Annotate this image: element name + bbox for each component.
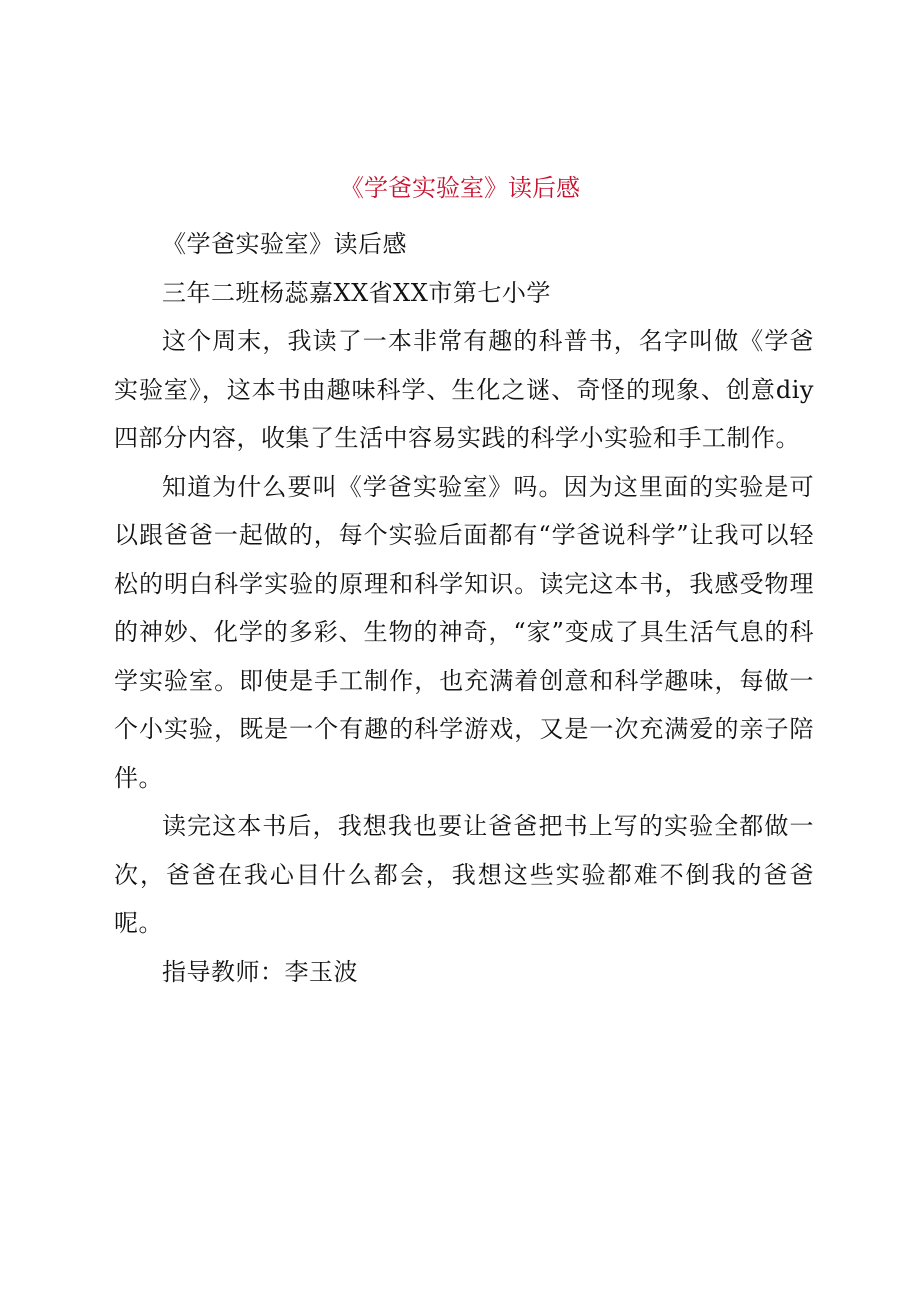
essay-subtitle: 《学爸实验室》读后感: [162, 230, 407, 258]
paragraph-1: 这个周末，我读了一本非常有趣的科普书，名字叫做《学爸实验室》，这本书由趣味科学、生化之谜、奇怪的现象、创意diy四部分内容，收集了生活中容易实践的科学小实验和手工制作。: [114, 327, 814, 452]
document-body: [114, 220, 814, 996]
paragraph-2: 知道为什么要叫《学爸实验室》吗。因为这里面的实验是可以跟爸爸一起做的，每个实验后面都有“学爸说科学”让我可以轻松的明白科学实验的原理和科学知识。读完这本书，我感受物理的神妙、化学的多彩、生物的神奇，“家”变成了具生活气息的科学实验室。即使是手工制作，也充满着创意和科学趣味，每做一个小实验，既是一个有趣的科学游戏，又是一次充满爱的亲子陪伴。: [114, 472, 814, 792]
document-title: 《学爸实验室》读后感: [340, 174, 580, 202]
teacher-line: 指导教师：李玉波: [162, 957, 358, 986]
paragraph-3: 读完这本书后，我想我也要让爸爸把书上写的实验全都做一次，爸爸在我心目什么都会，我想这些实验都难不倒我的爸爸呢。: [114, 812, 814, 937]
author-line: 三年二班杨蕊嘉XX省XX市第七小学: [162, 278, 551, 307]
